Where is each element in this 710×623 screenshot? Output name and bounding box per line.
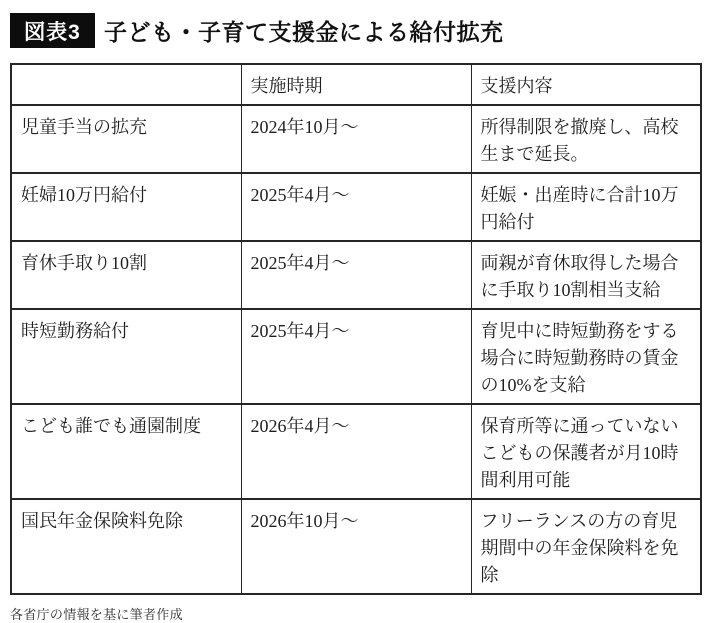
table-row: [11, 173, 701, 241]
cell-item: 国民年金保険料免除: [11, 499, 241, 594]
cell-period: 2025年4月～: [241, 173, 471, 241]
figure-label-badge: 図表3: [10, 13, 95, 48]
cell-item: 育休手取り10割: [11, 241, 241, 309]
cell-period: 2025年4月～: [241, 241, 471, 309]
cell-item: 時短勤務給付: [11, 309, 241, 404]
cell-item: 児童手当の拡充: [11, 105, 241, 173]
table-header-row: [11, 64, 701, 105]
benefits-table: [10, 63, 702, 595]
cell-detail: 妊娠・出産時に合計10万円給付: [471, 173, 701, 241]
column-header-item: [11, 64, 241, 105]
cell-period: 2024年10月～: [241, 105, 471, 173]
figure-title: 子ども・子育て支援金による給付拡充: [104, 19, 504, 45]
cell-detail: 保育所等に通っていないこどもの保護者が月10時間利用可能: [471, 404, 701, 499]
table-row: [11, 499, 701, 594]
column-header-content: 支援内容: [471, 64, 701, 105]
cell-detail: フリーランスの方の育児期間中の年金保険料を免除: [471, 499, 701, 594]
cell-detail: 育児中に時短勤務をする場合に時短勤務時の賃金の10%を支給: [471, 309, 701, 404]
cell-period: 2026年4月～: [241, 404, 471, 499]
source-note: 各省庁の情報を基に筆者作成: [10, 607, 183, 622]
cell-detail: 両親が育休取得した場合に手取り10割相当支給: [471, 241, 701, 309]
table-row: [11, 241, 701, 309]
table-row: [11, 105, 701, 173]
cell-period: 2025年4月～: [241, 309, 471, 404]
cell-detail: 所得制限を撤廃し、高校生まで延長。: [471, 105, 701, 173]
cell-period: 2026年10月～: [241, 499, 471, 594]
table-row: [11, 309, 701, 404]
cell-item: 妊婦10万円給付: [11, 173, 241, 241]
figure-header: [10, 13, 700, 48]
column-header-period: 実施時期: [241, 64, 471, 105]
table-row: [11, 404, 701, 499]
cell-item: こども誰でも通園制度: [11, 404, 241, 499]
